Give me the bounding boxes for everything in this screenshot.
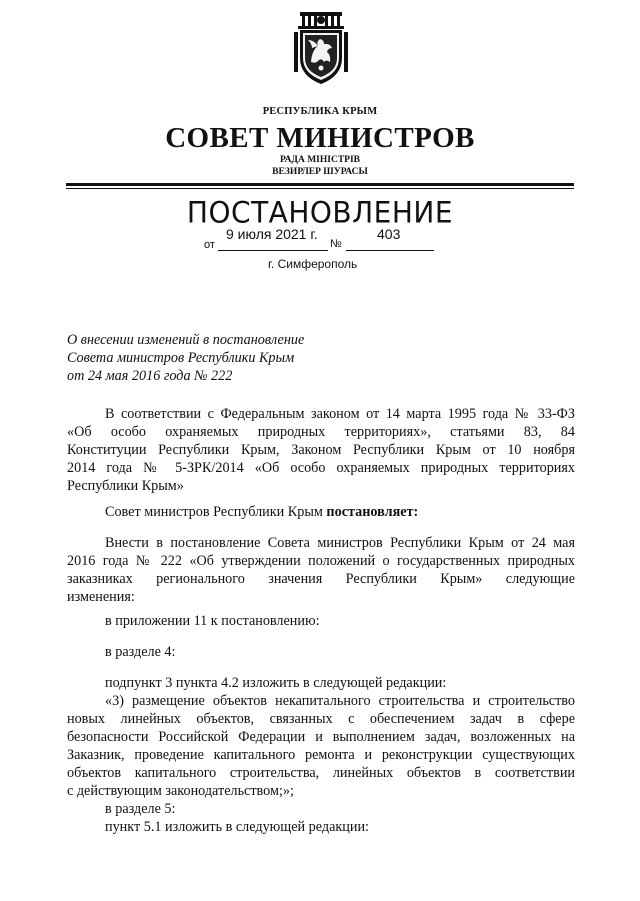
subpoint-text-paragraph xyxy=(67,692,575,800)
number-prefix: № xyxy=(330,238,342,250)
subpoint-intro-paragraph: подпункт 3 пункта 4.2 изложить в следующей редакции: xyxy=(105,675,447,691)
decree-date: 9 июля 2021 г. xyxy=(226,226,318,242)
council-name-crimean-tatar: ВЕЗИРЛЕР ШУРАСЫ xyxy=(272,167,368,177)
annex-paragraph: в приложении 11 к постановлению: xyxy=(105,613,320,629)
subpoint-line: с действующим законодательством;»; xyxy=(67,783,294,799)
preamble-line: Республики Крым» xyxy=(67,478,184,494)
header-rule-thin xyxy=(66,188,574,189)
resolves-paragraph xyxy=(67,503,575,521)
subpoint-line: безопасности Российской Федерации и выполнением задач, возложенных на xyxy=(67,729,575,745)
header-rule-thick xyxy=(66,183,574,186)
date-underline xyxy=(218,250,328,251)
amendment-line: заказниках регионального значения Республики Крым» следующие xyxy=(67,571,575,587)
council-name-ukrainian: РАДА МІНІСТРІВ xyxy=(279,155,360,165)
date-number-line xyxy=(204,226,444,256)
section5-paragraph: в разделе 5: xyxy=(105,801,176,817)
number-underline xyxy=(346,250,434,251)
amendment-line: изменения: xyxy=(67,589,135,605)
amendment-line: Внести в постановление Совета министров Республики Крым от 24 мая xyxy=(105,535,575,551)
council-name: СОВЕТ МИНИСТРОВ xyxy=(165,122,475,154)
subpoint-line: новых линейных объектов, связанных с обеспечением задач в сфере xyxy=(67,711,575,727)
decree-heading: ПОСТАНОВЛЕНИЕ xyxy=(186,195,454,230)
preamble-line: Конституции Республики Крым, Законом Республики Крым от 10 ноября xyxy=(67,442,575,458)
preamble-line: 2014 года № 5-ЗРК/2014 «Об особо охраняемых природных территориях xyxy=(67,460,575,476)
city-name: г. Симферополь xyxy=(268,257,358,271)
preamble-line: В соответствии с Федеральным законом от 14 марта 1995 года № 33-ФЗ xyxy=(105,406,575,422)
point51-paragraph: пункт 5.1 изложить в следующей редакции: xyxy=(105,819,369,835)
section4-paragraph: в разделе 4: xyxy=(105,644,176,660)
republic-name: РЕСПУБЛИКА КРЫМ xyxy=(262,106,378,117)
document-title xyxy=(67,331,304,385)
subpoint-line: объектов капитального строительства, линейных объектов в соответствии xyxy=(67,765,575,781)
title-line: О внесении изменений в постановление xyxy=(67,332,305,348)
decree-number: 403 xyxy=(377,226,401,242)
amendment-line: 2016 года № 222 «Об утверждении положений о государственных природных xyxy=(67,553,575,569)
amendment-paragraph xyxy=(67,534,575,606)
title-line: Совета министров Республики Крым xyxy=(67,350,295,366)
subpoint-line: «3) размещение объектов некапитального строительства и строительство xyxy=(105,693,575,709)
date-prefix: от xyxy=(204,239,215,251)
preamble-line: «Об особо охраняемых природных территориях», статьями 83, 84 xyxy=(67,424,575,440)
title-line: от 24 мая 2016 года № 222 xyxy=(67,368,233,384)
subpoint-line: Заказник, проведение капитального ремонта и реконструкции существующих xyxy=(67,747,575,763)
resolves-bold: постановляет: xyxy=(326,504,419,520)
preamble-paragraph xyxy=(67,405,575,495)
crimea-coat-of-arms-icon xyxy=(294,10,348,86)
resolves-text: Совет министров Республики Крым xyxy=(105,504,327,520)
